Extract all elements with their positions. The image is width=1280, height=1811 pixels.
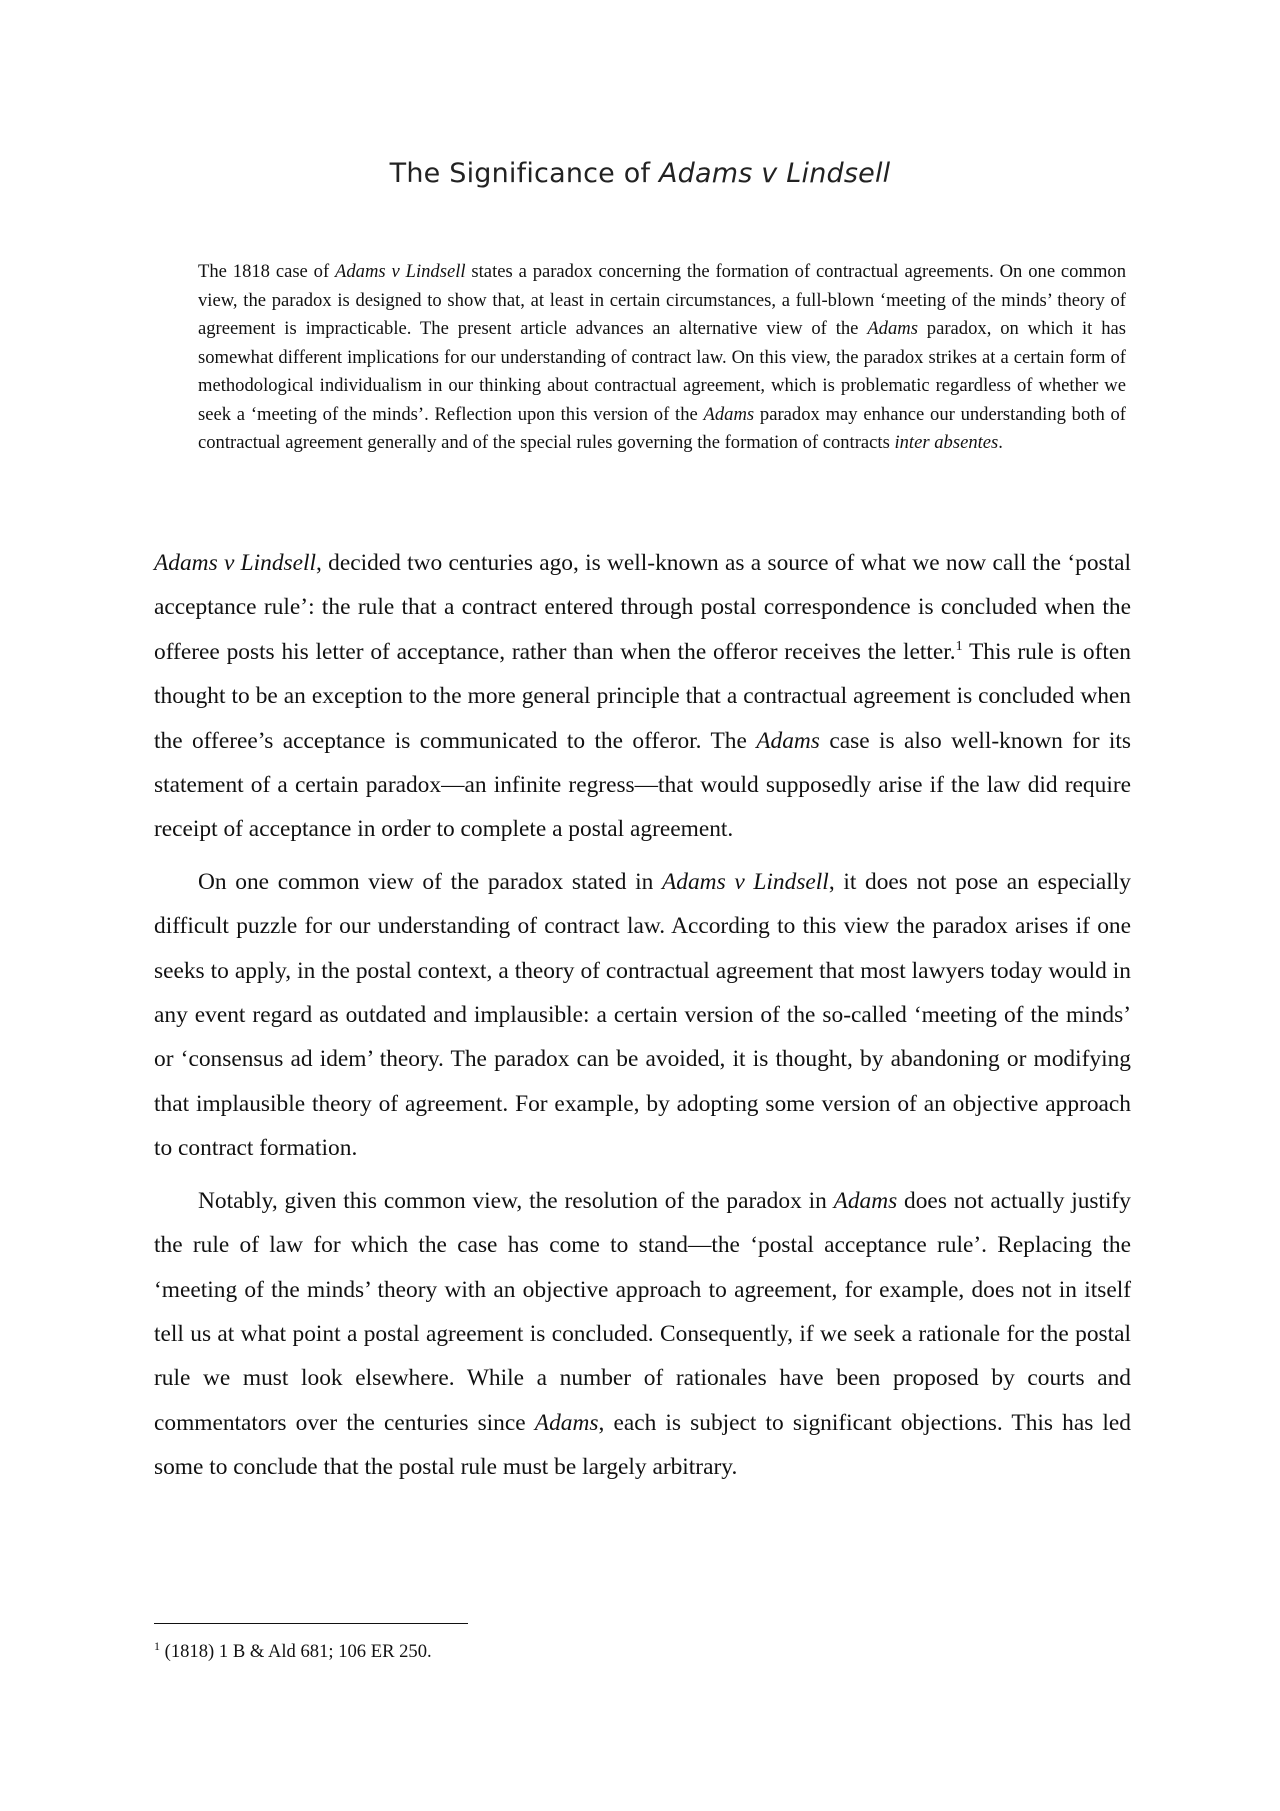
footnote-number: 1 (154, 1638, 160, 1653)
p3-case-2: Adams (534, 1409, 599, 1436)
p3-text-2: does not actually justify the rule of law for which the case has come to stand—the ‘postal acceptance rule’. Replacing the ‘meeting of the minds’ theory with an objective approach to agreement, for example, does not in itself tell us at what point a postal agreement is concluded. Consequently, if we seek a rationale for the postal rule we must look elsewhere. While a number of rationales have been proposed by courts and commentators over the centuries since (154, 1187, 1132, 1436)
p2-text-1: On one common view of the paradox stated in (198, 868, 662, 895)
abstract-text-4: paradox may enhance our understanding both of contractual agreement generally and of the special rules governing the formation of contracts (198, 403, 1126, 453)
paragraph-2 (154, 860, 1131, 1171)
p2-text-2: , it does not pose an especially difficult puzzle for our understanding of contract law. According to this view the paradox arises if one seeks to apply, in the postal context, a theory of contractual agreement that most lawyers today would in any event regard as outdated and implausible: a certain version of the so-called ‘meeting of the minds’ or ‘consensus ad idem’ theory. The paradox can be avoided, it is thought, by abandoning or modifying that implausible theory of agreement. For example, by adopting some version of an objective approach to contract formation. (154, 868, 1131, 1162)
p1-case-2: Adams (756, 727, 820, 754)
p1-case: Adams v Lindsell (154, 550, 317, 576)
footnote-divider (154, 1623, 468, 1624)
paper-title (0, 158, 1280, 189)
footnote-1 (154, 1640, 1054, 1664)
title-prefix: The Significance of (389, 158, 659, 189)
abstract-text-1: The 1818 case of (198, 261, 336, 282)
title-case-name: Adams v Lindsell (659, 158, 891, 189)
paragraph-3 (154, 1179, 1131, 1490)
abstract-case-2: Adams (867, 318, 918, 339)
p1-text-1: , decided two centuries ago, is well-known as a source of what we now call the ‘postal acceptance rule’: the rule that a contract entered through postal correspondence is concluded when the offeree posts his letter of acceptance, rather than when the offeror receives the letter. (154, 550, 1132, 665)
footnote-text: (1818) 1 B & Ald 681; 106 ER 250. (160, 1641, 432, 1662)
abstract-case-1: Adams v Lindsell (335, 261, 466, 282)
p1-text-3: case is also well-known for its statement of a certain paradox—an infinite regress—that would supposedly arise if the law did require receipt of acceptance in order to complete a postal agreement. (154, 727, 1131, 843)
footnote-ref: 1 (955, 639, 963, 655)
abstract (198, 258, 1126, 458)
p1-text-2: This rule is often thought to be an exception to the more general principle that a contractual agreement is concluded when the offeree’s acceptance is communicated to the offeror. The (154, 638, 1131, 754)
abstract-case-3: Adams (703, 403, 755, 425)
p2-case: Adams v Lindsell (662, 868, 829, 895)
abstract-term-inter-absentes: inter absentes (894, 432, 999, 453)
abstract-text-3: paradox, on which it has somewhat different implications for our understanding of contract law. On this view, the paradox strikes at a certain form of methodological individualism in our thinking about contractual agreement, which is problematic regardless of whether we seek a ‘meeting of the minds’. Reflection upon this version of the (198, 318, 1126, 425)
abstract-text-5: . (998, 432, 1003, 453)
p3-text-3: , each is subject to significant objections. This has led some to conclude that the postal rule must be largely arbitrary. (154, 1409, 1132, 1481)
p3-text-1: Notably, given this common view, the resolution of the paradox in (198, 1187, 834, 1214)
abstract-text-2: states a paradox concerning the formation of contractual agreements. On one common view, the paradox is designed to show that, at least in certain circumstances, a full-blown ‘meeting of the minds’ theory of agreement is impracticable. The present article advances an alternative view of the (198, 261, 1126, 339)
paragraph-1 (154, 541, 1131, 852)
p3-case: Adams (833, 1187, 898, 1214)
body-text (154, 541, 1131, 1498)
